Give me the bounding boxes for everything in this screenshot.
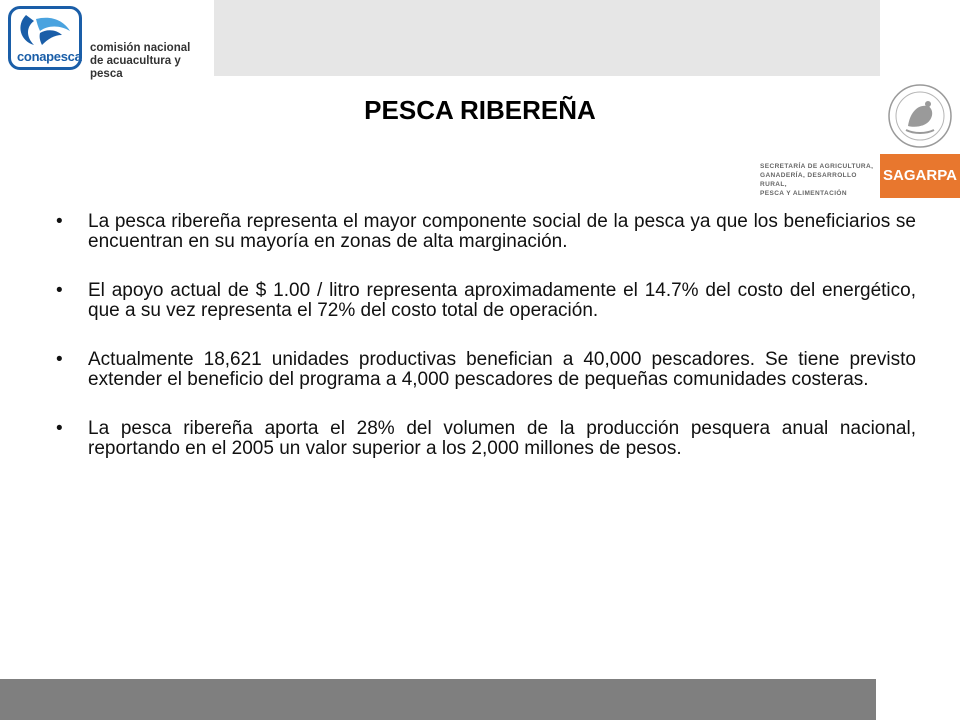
bullet-text: La pesca ribereña representa el mayor componente social de la pesca ya que los beneficiarios se encuentran en su mayoría en zonas de alta marginación.: [88, 211, 916, 252]
agency-line-3: PESCA Y ALIMENTACIÓN: [760, 190, 847, 197]
logo-line-2: de acuacultura y pesca: [90, 55, 181, 80]
bullet-list: [56, 212, 916, 488]
bullet-text: Actualmente 18,621 unidades productivas benefician a 40,000 pescadores. Se tiene previsto extender el beneficio del programa a 4,000 pescadores de pequeñas comunidades costeras.: [88, 349, 916, 390]
sagarpa-badge: SAGARPA: [880, 154, 960, 198]
footer-band: [0, 679, 876, 720]
slide-title: PESCA RIBEREÑA: [364, 95, 596, 125]
bullet-icon: •: [56, 418, 63, 439]
bullet-item: [56, 212, 916, 252]
footer-corner: [876, 679, 960, 720]
bullet-text: La pesca ribereña aporta el 28% del volumen de la producción pesquera anual nacional, reportando en el 2005 un valor superior a los 2,000 millones de pesos.: [88, 418, 916, 459]
conapesca-badge: [8, 6, 82, 70]
bullet-item: [56, 281, 916, 321]
agency-line-1: SECRETARÍA DE AGRICULTURA,: [760, 163, 874, 170]
bullet-text: El apoyo actual de $ 1.00 / litro representa aproximadamente el 14.7% del costo del energético, que a su vez representa el 72% del costo total de operación.: [88, 280, 916, 321]
agency-name: [760, 162, 876, 198]
bullet-item: [56, 350, 916, 390]
header-band: [214, 0, 880, 76]
conapesca-name: [90, 42, 214, 81]
conapesca-logo: [0, 0, 214, 80]
agency-line-2: GANADERÍA, DESARROLLO RURAL,: [760, 172, 857, 188]
bullet-item: [56, 419, 916, 459]
pelican-icon: [12, 11, 80, 51]
bullet-icon: •: [56, 349, 63, 370]
conapesca-wordmark: conapesca: [17, 49, 82, 64]
bullet-icon: •: [56, 280, 63, 301]
logo-line-1: comisión nacional: [90, 42, 191, 54]
bullet-icon: •: [56, 211, 63, 232]
